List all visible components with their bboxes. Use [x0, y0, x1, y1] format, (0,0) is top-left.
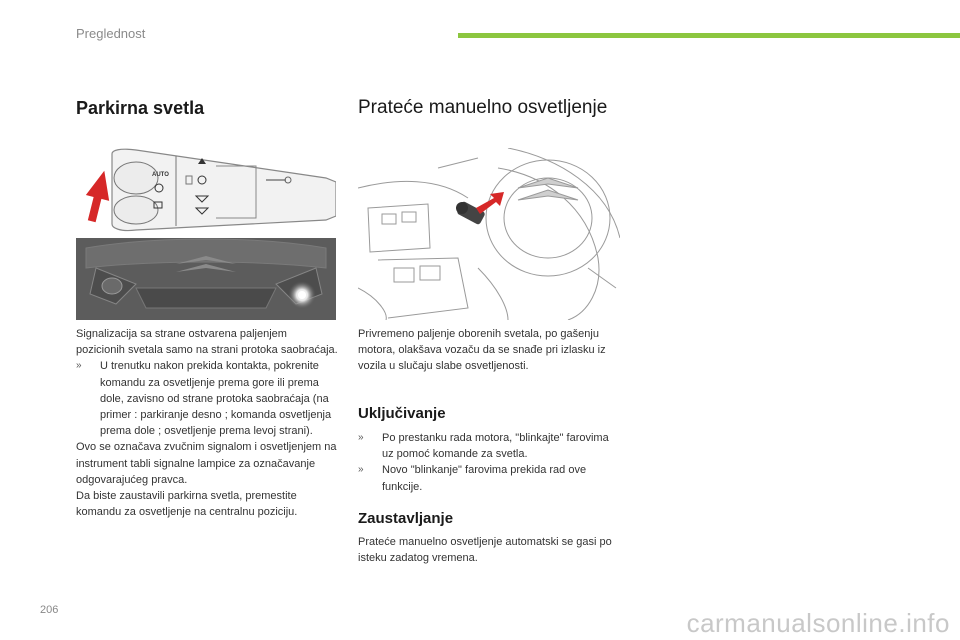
stalk-illustration — [76, 148, 336, 232]
switch-on-bullet-text: Novo "blinkanje" farovima prekida rad ove funkcije. — [382, 464, 587, 493]
parking-signal-text: Ovo se označava zvučnim signalom i osvetljenjem na instrument tabli signalne lampice za označavanje odgovarajućeg pravca. — [76, 441, 337, 486]
switch-off-heading: Zaustavljanje — [358, 510, 454, 527]
parking-intro-text: Signalizacija sa strane ostvarena paljenjem pozicionih svetala samo na strani protoka saobraćaja. — [76, 328, 338, 357]
parking-bullet-text: U trenutku nakon prekida kontakta, pokrenite komandu za osvetljenje prema gore ili prema dole, zavisno od strane protoka saobraćaja (na primer : parkiranje desno ; komanda osvetljenja prema dole ; osvetljenje prema levoj strani). — [100, 360, 332, 438]
header-accent-bar — [458, 33, 960, 38]
section-title: Preglednost — [76, 26, 146, 41]
switch-on-list — [358, 430, 614, 495]
switch-on-bullet-text: Po prestanku rada motora, "blinkajte" farovima uz pomoć komande za svetla. — [382, 432, 609, 461]
car-front-illustration — [76, 238, 336, 320]
red-arrow-icon — [476, 192, 504, 214]
bullet-arrow-icon: » — [358, 464, 364, 476]
cockpit-illustration — [358, 148, 620, 320]
switch-on-bullet-2 — [358, 462, 614, 494]
manual-lighting-intro: Privremeno paljenje oborenih svetala, po gašenju motora, olakšava vozaču da se snađe pri izlasku iz vozila u slučaju slabe osvetljenosti. — [358, 328, 606, 373]
switch-on-bullet-1 — [358, 430, 614, 462]
switch-off-text: Prateće manuelno osvetljenje automatski se gasi po isteku zadatog vremena. — [358, 536, 612, 565]
parking-bullet-item — [76, 358, 338, 439]
auto-label: AUTO — [152, 172, 169, 178]
bullet-arrow-icon: » — [358, 432, 364, 443]
bullet-arrow-icon: » — [76, 360, 82, 372]
page-number: 206 — [40, 604, 59, 616]
parking-stop-text: Da biste zaustavili parkirna svetla, premestite komandu za osvetljenje na centralnu poziciju. — [76, 490, 298, 519]
switch-on-heading: Uključivanje — [358, 405, 446, 422]
manual-lighting-title: Prateće manuelno osvetljenje — [358, 97, 608, 118]
watermark: carmanualsonline.info — [686, 608, 950, 638]
parking-lights-title: Parkirna svetla — [76, 98, 205, 118]
left-body — [76, 326, 338, 520]
red-arrow-down-icon — [80, 168, 116, 224]
